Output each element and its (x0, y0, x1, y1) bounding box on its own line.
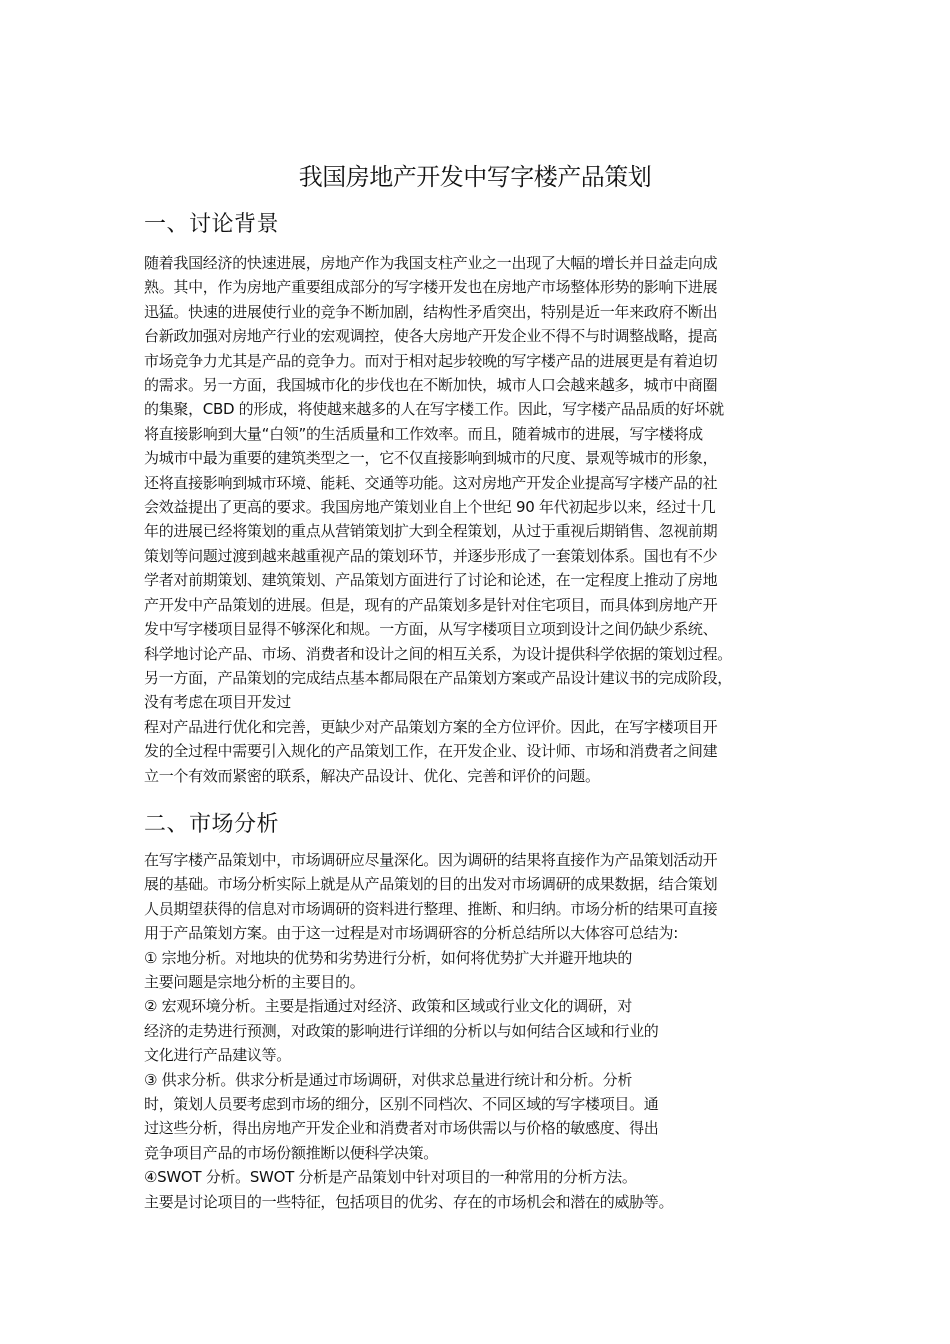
paragraph-line: 学者对前期策划、建筑策划、产品策划方面进行了讨论和论述，在一定程度上推动了房地 (144, 571, 718, 590)
paragraph-line: 熟。其中，作为房地产重要组成部分的写字楼开发也在房地产市场整体形势的影响下进展 (144, 278, 718, 297)
paragraph-line: 策划等问题过渡到越来越重视产品的策划环节，并逐步形成了一套策划体系。国也有不少 (144, 546, 718, 565)
paragraph-line: 文化进行产品建议等。 (144, 1046, 292, 1065)
paragraph-line: 年的进展已经将策划的重点从营销策划扩大到全程策划，从过于重视后期销售、忽视前期 (144, 522, 718, 541)
paragraph-line: 展的基础。市场分析实际上就是从产品策划的目的出发对市场调研的成果数据，结合策划 (144, 875, 718, 894)
paragraph-line: 程对产品进行优化和完善，更缺少对产品策划方案的全方位评价。因此，在写字楼项目开 (144, 717, 718, 736)
paragraph-line: 在写字楼产品策划中，市场调研应尽量深化。因为调研的结果将直接作为产品策划活动开 (144, 851, 718, 869)
paragraph-line: ② 宏观环境分析。主要是指通过对经济、政策和区域或行业文化的调研，对 (144, 997, 633, 1016)
section-heading-background: 一、讨论背景 (144, 212, 280, 237)
paragraph-line: 主要问题是宗地分析的主要目的。 (144, 973, 365, 992)
paragraph-line: 过这些分析，得出房地产开发企业和消费者对市场供需以与价格的敏感度、得出 (144, 1119, 659, 1138)
paragraph-line: 另一方面，产品策划的完成结点基本都局限在产品策划方案或产品设计建议书的完成阶段， (144, 668, 733, 687)
paragraph-line: 人员期望获得的信息对市场调研的资料进行整理、推断、和归纳。市场分析的结果可直接 (144, 899, 718, 918)
paragraph-line: 的集聚，CBD 的形成，将使越来越多的人在写字楼工作。因此，写字楼产品品质的好坏就 (144, 400, 724, 419)
paragraph-line: 为城市中最为重要的建筑类型之一，它不仅直接影响到城市的尺度、景观等城市的形象， (144, 449, 718, 468)
document-title: 我国房地产开发中写字楼产品策划 (298, 163, 652, 191)
paragraph-line: 市场竞争力尤其是产品的竞争力。而对于相对起步较晚的写字楼产品的进展更是有着迫切 (144, 351, 718, 370)
paragraph-line: 主要是讨论项目的一些特征，包括项目的优劣、存在的市场机会和潜在的威胁等。 (144, 1192, 674, 1211)
paragraph-line: 没有考虑在项目开发过 (144, 693, 292, 712)
paragraph-line: 产开发中产品策划的进展。但是，现有的产品策划多是针对住宅项目，而具体到房地产开 (144, 595, 718, 614)
paragraph-line: 竞争项目产品的市场份额推断以便科学决策。 (144, 1143, 439, 1162)
paragraph-line: 发的全过程中需要引入规化的产品策划工作，在开发企业、设计师、市场和消费者之间建 (144, 742, 718, 761)
paragraph-line: 台新政加强对房地产行业的宏观调控，使各大房地产开发企业不得不与时调整战略，提高 (144, 327, 718, 346)
paragraph-line: 用于产品策划方案。由于这一过程是对市场调研容的分析总结所以大体容可总结为: (144, 924, 678, 943)
paragraph-line: ① 宗地分析。对地块的优势和劣势进行分析，如何将优势扩大并避开地块的 (144, 948, 633, 967)
section-body-background (144, 251, 732, 788)
paragraph-line: ④SWOT 分析。SWOT 分析是产品策划中针对项目的一种常用的分析方法。 (144, 1168, 637, 1187)
paragraph-line: 发中写字楼项目显得不够深化和规。一方面，从写字楼项目立项到设计之间仍缺少系统、 (144, 620, 718, 639)
paragraph-line: 将直接影响到大量“白领”的生活质量和工作效率。而且，随着城市的进展，写字楼将成 (144, 424, 703, 443)
paragraph-line: 迅猛。快速的进展使行业的竞争不断加剧，结构性矛盾突出，特别是近一年来政府不断出 (144, 302, 718, 321)
paragraph-line: ③ 供求分析。供求分析是通过市场调研，对供求总量进行统计和分析。分析 (144, 1070, 633, 1089)
paragraph-line: 经济的走势进行预测，对政策的影响进行详细的分析以与如何结合区域和行业的 (144, 1021, 659, 1040)
paragraph-line: 随着我国经济的快速进展，房地产作为我国支柱产业之一出现了大幅的增长并日益走向成 (144, 254, 718, 272)
paragraph-line: 科学地讨论产品、市场、消费者和设计之间的相互关系，为设计提供科学依据的策划过程。 (144, 644, 733, 663)
paragraph-line: 立一个有效而紧密的联系，解决产品设计、优化、完善和评价的问题。 (144, 766, 600, 785)
paragraph-line: 时，策划人员要考虑到市场的细分，区别不同档次、不同区域的写字楼项目。通 (144, 1095, 659, 1114)
section-heading-market-analysis: 二、市场分析 (144, 812, 280, 837)
section-body-market-analysis (144, 848, 717, 1214)
paragraph-line: 的需求。另一方面，我国城市化的步伐也在不断加快，城市人口会越来越多，城市中商圈 (144, 376, 718, 395)
paragraph-line: 还将直接影响到城市环境、能耗、交通等功能。这对房地产开发企业提高写字楼产品的社 (144, 473, 718, 492)
paragraph-line: 会效益提出了更高的要求。我国房地产策划业自上个世纪 90 年代初起步以来，经过十几 (144, 498, 716, 517)
